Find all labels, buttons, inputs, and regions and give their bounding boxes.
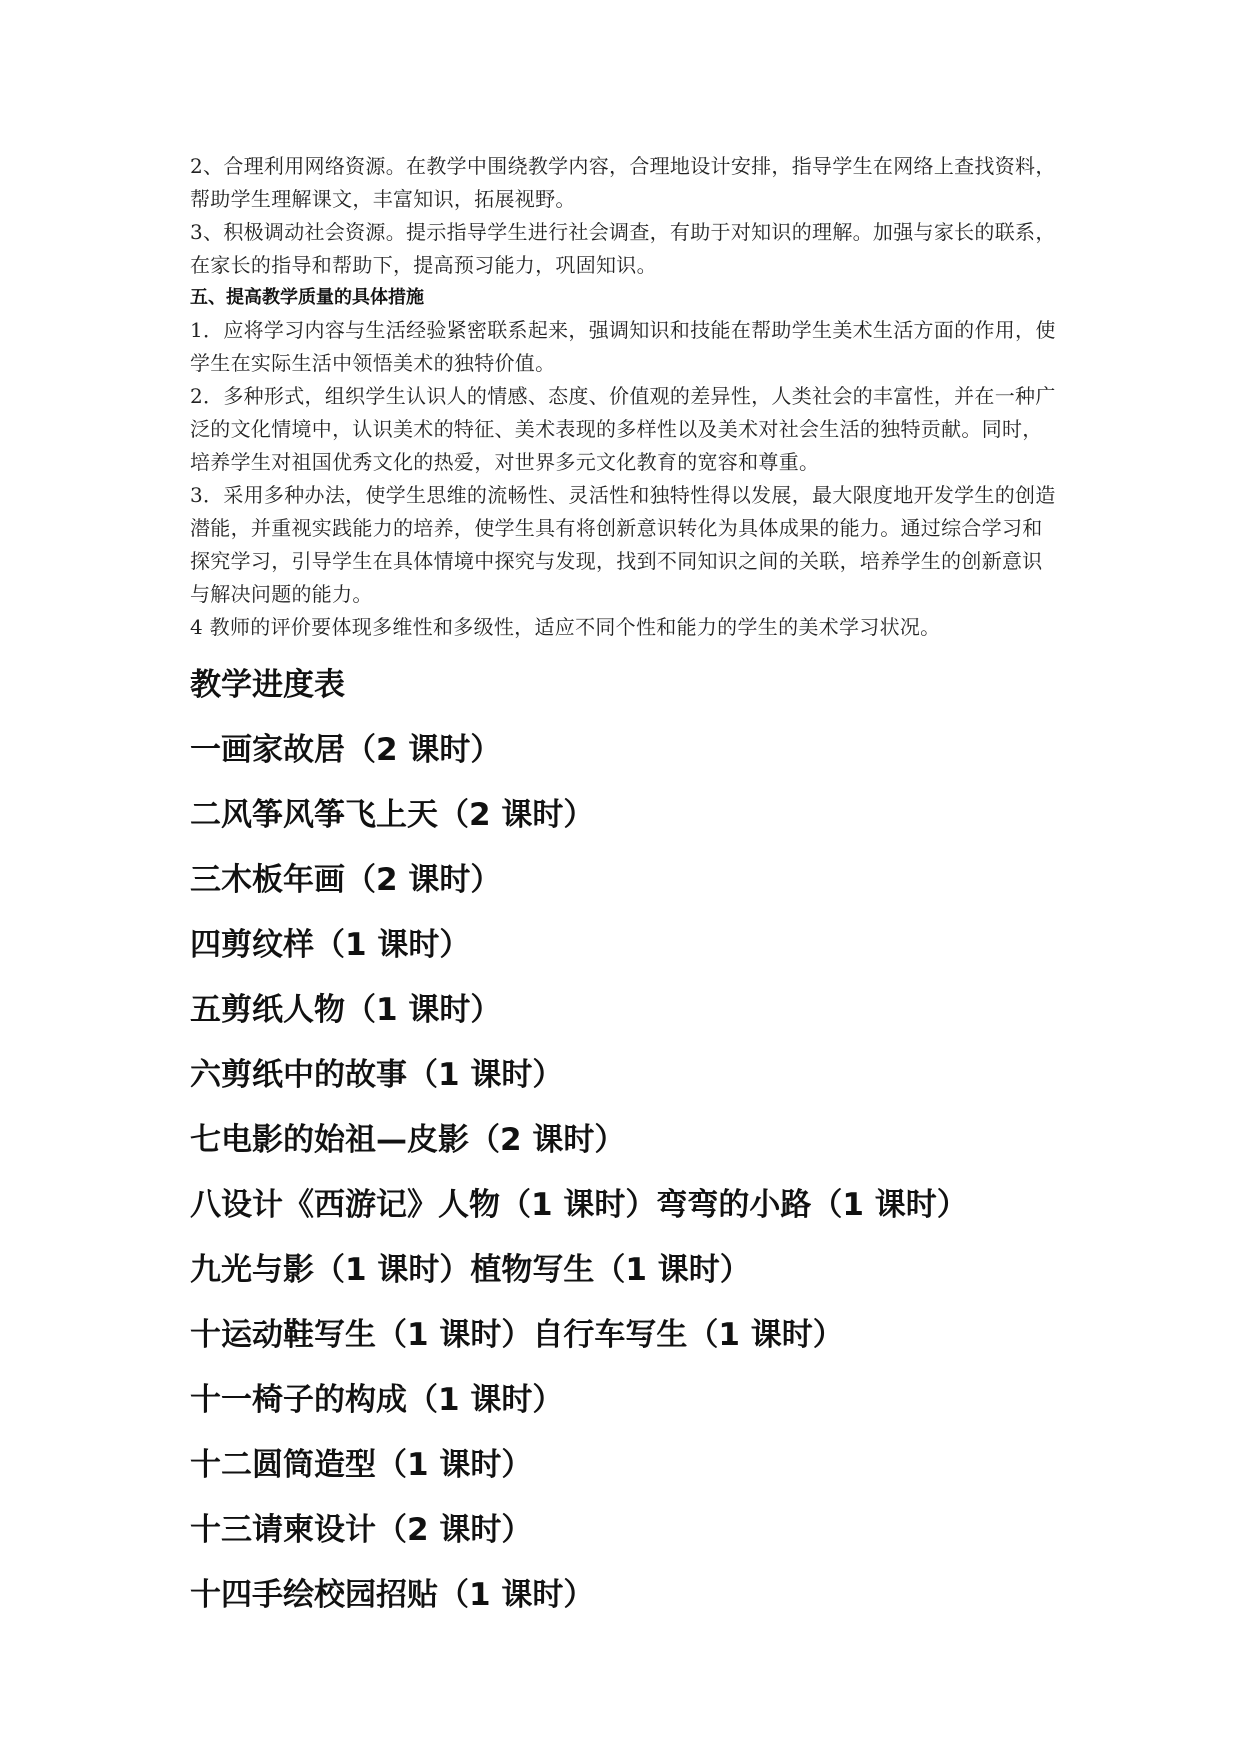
section-heading-measures: 五、提高教学质量的具体措施 (190, 287, 424, 308)
schedule-item: 十四手绘校园招贴（1 课时） (190, 1577, 595, 1613)
schedule-item: 四剪纹样（1 课时） (190, 927, 471, 963)
paragraph-measure-1: 1．应将学习内容与生活经验紧密联系起来，强调知识和技能在帮助学生美术生活方面的作用，使学生在实际生活中领悟美术的独特价值。 (190, 318, 1056, 375)
paragraph-measure-3: 3．采用多种办法，使学生思维的流畅性、灵活性和独特性得以发展，最大限度地开发学生的创造潜能，并重视实践能力的培养，使学生具有将创新意识转化为具体成果的能力。通过综合学习和探究学习，引导学生在具体情境中探究与发现，找到不同知识之间的关联，培养学生的创新意识与解决问题的能力。 (190, 483, 1056, 606)
schedule-item: 九光与影（1 课时）植物写生（1 课时） (190, 1252, 751, 1288)
schedule-list (190, 731, 1060, 1614)
schedule-item: 七电影的始祖—皮影（2 课时） (190, 1122, 626, 1158)
schedule-item: 十三请柬设计（2 课时） (190, 1512, 533, 1548)
schedule-item: 十一椅子的构成（1 课时） (190, 1382, 564, 1418)
schedule-item: 十二圆筒造型（1 课时） (190, 1447, 533, 1483)
schedule-title: 教学进度表 (190, 667, 345, 703)
schedule-item: 五剪纸人物（1 课时） (190, 992, 502, 1028)
schedule-item: 一画家故居（2 课时） (190, 732, 502, 768)
page-content (190, 150, 1060, 1614)
paragraph-social-resources: 3、积极调动社会资源。提示指导学生进行社会调查，有助于对知识的理解。加强与家长的联系，在家长的指导和帮助下，提高预习能力，巩固知识。 (190, 220, 1056, 277)
paragraph-network-resources: 2、合理利用网络资源。在教学中围绕教学内容，合理地设计安排，指导学生在网络上查找资料，帮助学生理解课文，丰富知识，拓展视野。 (190, 154, 1056, 211)
schedule-item: 二风筝风筝飞上天（2 课时） (190, 797, 595, 833)
schedule-item: 八设计《西游记》人物（1 课时）弯弯的小路（1 课时） (190, 1187, 968, 1223)
paragraph-measure-2: 2．多种形式，组织学生认识人的情感、态度、价值观的差异性，人类社会的丰富性，并在一种广泛的文化情境中，认识美术的特征、美术表现的多样性以及美术对社会生活的独特贡献。同时，培养学生对祖国优秀文化的热爱，对世界多元文化教育的宽容和尊重。 (190, 384, 1056, 474)
schedule-item: 三木板年画（2 课时） (190, 862, 502, 898)
paragraph-measure-4: 4 教师的评价要体现多维性和多级性，适应不同个性和能力的学生的美术学习状况。 (190, 615, 941, 639)
schedule-item: 十运动鞋写生（1 课时）自行车写生（1 课时） (190, 1317, 844, 1353)
schedule-item: 六剪纸中的故事（1 课时） (190, 1057, 564, 1093)
